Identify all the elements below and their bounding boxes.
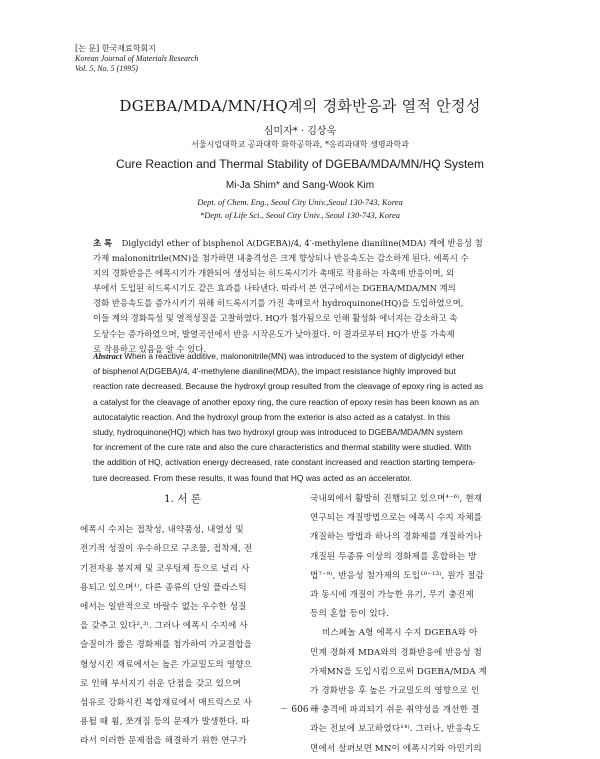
body-line: 해 충격에 파괴되기 쉬운 취약성을 개선한 결 bbox=[310, 705, 480, 716]
abstract-korean-line: 부에서 도입된 히드록시기도 같은 효과를 나타낸다. 따라서 본 연구에서는 DGEBA/MDA/MN 계의 bbox=[93, 283, 456, 294]
affiliation-english-2: *Dept. of Life Sci., Seoul City Univ., Seoul 130-743, Korea bbox=[200, 210, 400, 220]
abstract-english-line: ture decreased. From these results, it was found that HQ was acted as an accelerator. bbox=[93, 472, 412, 483]
abstract-english-line: the addition of HQ, activation energy decreased, rate constant increased and reaction starting tempera- bbox=[93, 457, 476, 468]
body-line: 라서 이러한 문제점을 해결하기 위한 연구가 bbox=[80, 736, 247, 747]
authors-english: Mi-Ja Shim* and Sang-Wook Kim bbox=[225, 180, 375, 191]
page-number: － 606 － bbox=[279, 705, 321, 715]
body-line: 법⁷⁻⁹⁾, 반응성 첨가제의 도입¹⁰⁻¹³⁾, 원가 절감 bbox=[310, 570, 484, 581]
abstract-english-line bbox=[93, 349, 513, 364]
body-column-right bbox=[310, 490, 515, 759]
abstract-english-line: autocatalytic reaction. And the hydroxyl group from the exterior is also acted as a catalyst. In this bbox=[93, 411, 451, 422]
body-line: 슬질이가 짧은 경화제를 첨가하여 가교결합을 bbox=[80, 640, 253, 651]
body-line: 용되고 있으며¹⁾, 다른 종류의 단일 플라스틱 bbox=[80, 582, 247, 593]
body-line: 민계 경화제 MDA와의 경화반응에 반응성 첨 bbox=[310, 647, 482, 658]
affiliation-english-1: Dept. of Chem. Eng., Seoul City Univ.,Seoul 130-743, Korea bbox=[197, 197, 403, 207]
body-line: 개질된 두종류 이상의 경화제를 혼합하는 방 bbox=[310, 551, 477, 562]
body-line: 에서는 일반적으로 바랄수 없는 우수한 성질 bbox=[80, 602, 247, 612]
journal-header bbox=[75, 44, 198, 74]
abstract-korean-line: 지의 경화반응은 에폭시기가 개환되어 생성되는 히드록시기가 촉매로 작용하는 자촉매 반응이며, 외 bbox=[93, 268, 454, 279]
body-line: 국내외에서 활발히 진행되고 있으며⁴⁻⁶⁾, 현재 bbox=[310, 494, 483, 504]
journal-tag: [논 문] 한국재료학회지 bbox=[75, 44, 156, 53]
body-line: 과는 전보에 보고하였다¹⁴⁾. 그러나, 반응속도 bbox=[310, 724, 481, 735]
body-line: 과 동시에 개질이 가능한 유기, 무기 충진제 bbox=[310, 590, 474, 601]
journal-name-en: Korean Journal of Materials Research bbox=[75, 54, 199, 63]
body-line: 로 인해 부서지기 쉬운 단점을 갖고 있으며 bbox=[80, 678, 241, 689]
body-line: 에폭시 수지는 접착성, 내약품성, 내열성 및 bbox=[80, 525, 244, 536]
body-line: 면에서 살펴보면 MN이 에폭시기와 아민기의 bbox=[310, 743, 482, 754]
body-line: 가제MN을 도입시킴으로써 DGEBA/MDA 계 bbox=[310, 666, 487, 677]
affiliation-korean: 서울시립대학교 공과대학 화학공학과, *응리과대학 생명과학과 bbox=[191, 140, 409, 149]
body-line: 비스페놀 A형 에폭시 수지 DGEBA와 아 bbox=[322, 628, 478, 639]
abstract-english bbox=[93, 349, 513, 486]
abstract-english-label: Abstract bbox=[93, 352, 122, 361]
abstract-korean bbox=[93, 236, 513, 357]
body-line: 형성시킨 재료에서는 높은 가교밀도의 영향으 bbox=[80, 659, 253, 670]
title-korean: DGEBA/MDA/MN/HQ계의 경화반응과 열적 안정성 bbox=[119, 97, 481, 115]
abstract-korean-text: Diglycidyl ether of bisphenol A(DGEBA)/4, 4′-methylene dianiline(MDA) 계에 반응성 첨 bbox=[121, 238, 483, 248]
body-line: 기전자용 봉지제 및 코우팅제 등으로 널리 사 bbox=[80, 563, 250, 574]
abstract-korean-line: 가제 malononitrile(MN)을 첨가하면 내충격성은 크게 향상되나 반응속도는 감소하게 된다. 에폭시 수 bbox=[93, 253, 469, 264]
abstract-korean-line bbox=[93, 236, 513, 251]
abstract-english-line: study, hydroquinone(HQ) which has two hydroxyl group was introduced to DGEBA/MDA/MN system bbox=[93, 427, 463, 438]
abstract-english-line: a catalyst for the cleavage of another epoxy ring, the cure reaction of epoxy resin has been known as an bbox=[93, 396, 479, 407]
body-line: 등의 혼합 등이 있다. bbox=[310, 609, 390, 620]
authors-korean: 심미자* · 김상욱 bbox=[263, 126, 337, 137]
body-line: 연구되는 개질방법으로는 에폭시 수지 자체를 bbox=[310, 513, 483, 524]
section-heading: 1. 서 론 bbox=[164, 493, 201, 505]
abstract-english-text: When a reactive additive, malononitrile(MN) was introduced to the system of diglycidyl ether bbox=[124, 351, 465, 361]
abstract-korean-label: 초 록 bbox=[93, 238, 113, 248]
abstract-english-line: reaction rate decreased. Because the hydroxyl group resulted from the cleavage of epoxy ring is acted as bbox=[93, 381, 484, 392]
body-line: 가 경화반응 후 높은 가교밀도의 영향으로 인 bbox=[310, 686, 480, 697]
body-line: 용될 때 휨, 쪼개짐 등의 문제가 발생한다. 따 bbox=[80, 717, 250, 728]
abstract-korean-line: 도상수는 증가하였으며, 발열곡선에서 반응 시작온도가 낮아졌다. 이 결과로부터 HQ가 반응 가속제 bbox=[93, 328, 455, 339]
abstract-english-line: of bisphenol A(DGEBA)/4, 4′-methylene dianiline(MDA), the impact resistance highly improved but bbox=[93, 366, 456, 377]
body-line: 을 갖추고 있다²,³⁾. 그러나 에폭시 수지에 사 bbox=[80, 621, 248, 632]
abstract-english-line: for increment of the cure rate and also the cure characteristics and thermal stability were studied. With bbox=[93, 442, 471, 453]
body-line: 섬유로 강화시킨 복합재료에서 매트릭스로 사 bbox=[80, 698, 253, 709]
title-english: Cure Reaction and Thermal Stability of DGEBA/MDA/MN/HQ System bbox=[116, 157, 484, 171]
abstract-korean-line: 이들 계의 경화특성 및 열적성질을 고찰하였다. HQ가 첨가됨으로 인해 활성화 에너지는 감소하고 속 bbox=[93, 313, 458, 324]
journal-volume: Vol. 5, No. 5 (1995) bbox=[75, 64, 138, 73]
abstract-korean-line: 경화 반응속도를 증가시키기 위해 히드록시기를 가진 촉매로서 hydroquinone(HQ)을 도입하였으며, bbox=[93, 298, 464, 309]
abstract-korean-line: 로 작용하고 있음을 알 수 있다. bbox=[93, 343, 207, 354]
body-line: 전기적 성질이 우수하므로 구조물, 접착제, 전 bbox=[80, 544, 253, 555]
body-line: 개질하는 방법과 하나의 경화제를 개질하거나 bbox=[310, 532, 483, 543]
